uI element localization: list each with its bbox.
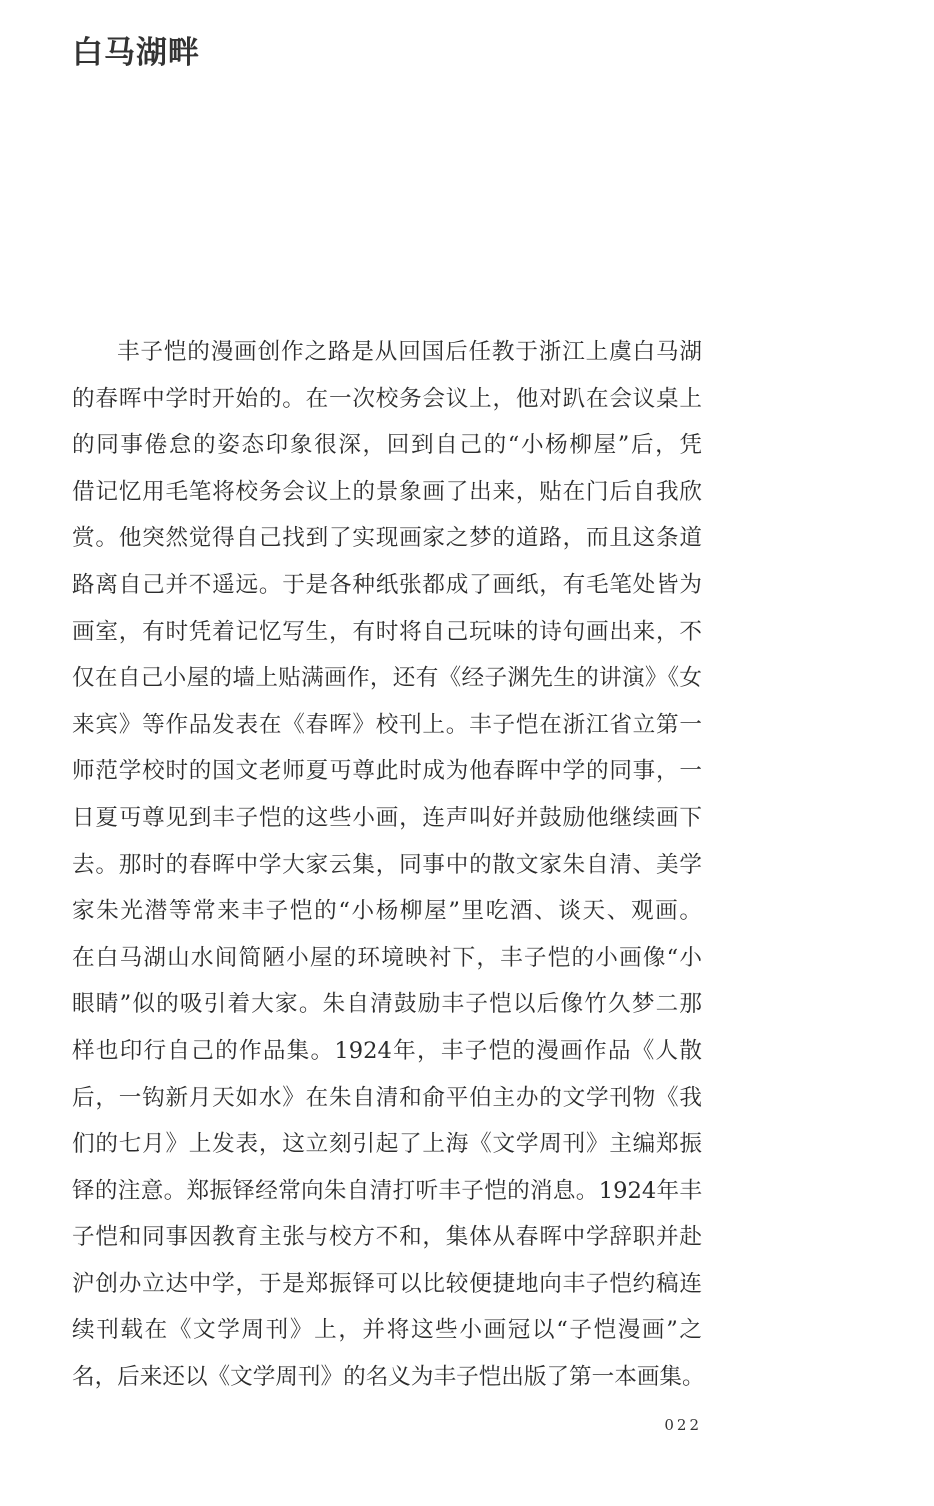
body-paragraph xyxy=(72,329,712,1401)
text-line: 借记忆用毛笔将校务会议上的景象画了出来，贴在门后自我欣 xyxy=(72,478,702,505)
text-line: 仅在自己小屋的墙上贴满画作，还有《经子渊先生的讲演》《女 xyxy=(72,665,702,692)
text-line: 画室，有时凭着记忆写生，有时将自己玩味的诗句画出来，不 xyxy=(72,618,702,645)
page-number: 022 xyxy=(664,1416,702,1434)
text-line: 的同事倦怠的姿态印象很深，回到自己的“小杨柳屋”后，凭 xyxy=(72,432,702,459)
text-line: 去。那时的春晖中学大家云集，同事中的散文家朱自清、美学 xyxy=(72,851,702,878)
text-line: 在白马湖山水间简陋小屋的环境映衬下，丰子恺的小画像“小 xyxy=(72,944,702,971)
text-line: 赏。他突然觉得自己找到了实现画家之梦的道路，而且这条道 xyxy=(72,525,702,552)
text-line: 的春晖中学时开始的。在一次校务会议上，他对趴在会议桌上 xyxy=(72,385,702,412)
text-line: 子恺和同事因教育主张与校方不和，集体从春晖中学辞职并赴 xyxy=(72,1224,702,1251)
text-line: 铎的注意。郑振铎经常向朱自清打听丰子恺的消息。1924年丰 xyxy=(72,1177,702,1204)
text-line: 家朱光潜等常来丰子恺的“小杨柳屋”里吃酒、谈天、观画。 xyxy=(72,898,702,925)
text-line: 师范学校时的国文老师夏丏尊此时成为他春晖中学的同事，一 xyxy=(72,758,702,785)
text-line: 们的七月》上发表，这立刻引起了上海《文学周刊》主编郑振 xyxy=(72,1131,702,1158)
text-line: 续刊载在《文学周刊》上，并将这些小画冠以“子恺漫画”之 xyxy=(72,1317,702,1344)
text-line: 名，后来还以《文学周刊》的名义为丰子恺出版了第一本画集。 xyxy=(72,1364,705,1391)
text-line: 后，一钩新月天如水》在朱自清和俞平伯主办的文学刊物《我 xyxy=(72,1084,702,1111)
text-line: 路离自己并不遥远。于是各种纸张都成了画纸，有毛笔处皆为 xyxy=(72,571,702,598)
text-line: 日夏丏尊见到丰子恺的这些小画，连声叫好并鼓励他继续画下 xyxy=(72,804,702,831)
page-title: 白马湖畔 xyxy=(72,35,200,71)
text-line: 眼睛”似的吸引着大家。朱自清鼓励丰子恺以后像竹久梦二那 xyxy=(72,991,702,1018)
text-line: 丰子恺的漫画创作之路是从回国后任教于浙江上虞白马湖 xyxy=(117,339,702,365)
text-line: 沪创办立达中学，于是郑振铎可以比较便捷地向丰子恺约稿连 xyxy=(72,1270,702,1297)
text-line: 来宾》等作品发表在《春晖》校刊上。丰子恺在浙江省立第一 xyxy=(72,711,702,738)
text-line: 样也印行自己的作品集。1924年，丰子恺的漫画作品《人散 xyxy=(72,1037,702,1064)
